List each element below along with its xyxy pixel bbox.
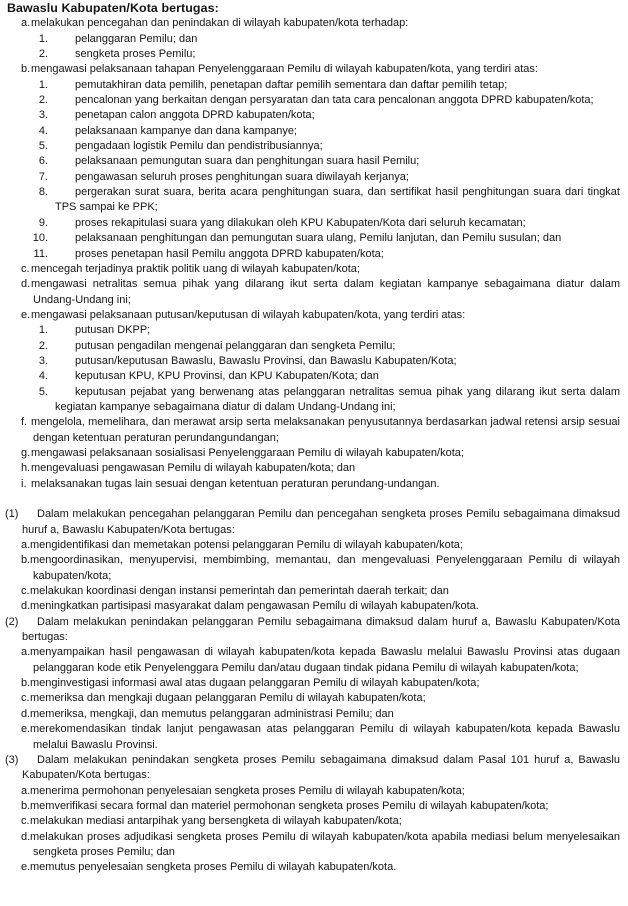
item-marker: d.: [21, 278, 31, 291]
item-marker: d.: [21, 830, 31, 843]
item-text: menginvestigasi informasi awal atas dugaan pelanggaran Pemilu di wilayah kabupaten/kota;: [30, 677, 480, 690]
task-item: [21, 16, 620, 31]
item-text: mengidentifikasi dan memetakan potensi pelanggaran Pemilu di wilayah kabupaten/kota;: [30, 539, 463, 552]
item-text: pelanggaran Pemilu; dan: [75, 32, 198, 45]
item-text: memverifikasi secara formal dan materiel permohonan sengketa proses Pemilu di wilayah kabupaten/kota;: [30, 799, 549, 812]
section-item: [21, 814, 620, 829]
item-marker: b.: [21, 554, 31, 567]
item-marker: 3.: [38, 109, 48, 122]
item-marker: b.: [21, 799, 31, 812]
section-item: [21, 676, 620, 691]
item-marker: e.: [21, 861, 31, 874]
item-marker: a.: [21, 17, 31, 30]
item-marker: 2.: [38, 94, 48, 107]
task-subitem: [38, 170, 620, 185]
section-item: [21, 830, 620, 861]
task-subitem: [38, 339, 620, 354]
item-marker: (1): [5, 508, 19, 521]
section-item: [21, 645, 620, 676]
section-item: [21, 707, 620, 722]
task-item: [21, 446, 620, 461]
item-marker: f.: [21, 416, 28, 429]
item-text: memutus penyelesaian sengketa proses Pemilu di wilayah kabupaten/kota.: [30, 861, 397, 874]
item-marker: (3): [5, 753, 19, 766]
item-marker: 5.: [38, 140, 48, 153]
task-item: [21, 262, 620, 277]
task-subitem: [38, 124, 620, 139]
task-subitem: [32, 231, 620, 246]
item-text: keputusan KPU, KPU Provinsi, dan KPU Kabupaten/Kota; dan: [75, 370, 379, 383]
section-item: [21, 599, 620, 614]
item-text: menerima permohonan penyelesaian sengketa proses Pemilu di wilayah kabupaten/kota;: [30, 784, 465, 797]
item-text: keputusan pejabat yang berwenang atas pelanggaran netralitas semua pihak yang dilarang ikut serta dalam kegiatan kampanye sebagaimana diatur di dalam Undang-Undang ini;: [55, 385, 620, 413]
item-text: putusan pengadilan mengenai pelanggaran dan sengketa Pemilu;: [75, 339, 396, 352]
item-text: mengawasi pelaksanaan sosialisasi Penyelenggaraan Pemilu di wilayah kabupaten/kota;: [31, 446, 464, 459]
task-subitem: [38, 32, 620, 47]
item-text: memeriksa dan mengkaji dugaan pelanggaran Pemilu di wilayah kabupaten/kota;: [30, 692, 426, 705]
item-text: pergerakan surat suara, berita acara penghitungan suara, dan sertifikat hasil penghitungan suara dari tingkat TPS sampai ke PPK;: [55, 186, 620, 214]
section-list: [7, 507, 620, 875]
item-marker: (2): [5, 615, 19, 628]
task-subitem: [38, 139, 620, 154]
item-marker: 3.: [38, 354, 48, 367]
item-marker: c.: [21, 585, 30, 598]
section-item: [21, 799, 620, 814]
section-item: [21, 553, 620, 584]
item-text: pelaksanaan pemungutan suara dan penghitungan suara hasil Pemilu;: [75, 155, 420, 168]
item-marker: h.: [21, 462, 31, 475]
item-marker: 5.: [38, 385, 48, 398]
item-text: mengoordinasikan, menyupervisi, membimbing, memantau, dan mengevaluasi Penyelenggaraan Pemilu di wilayah kabupaten/kota;: [30, 554, 620, 582]
task-subitem: [38, 154, 620, 169]
section-intro: [5, 753, 620, 784]
item-text: melakukan koordinasi dengan instansi pemerintah dan pemerintah daerah terkait; dan: [30, 585, 449, 598]
item-marker: 1.: [38, 32, 48, 45]
item-text: menyampaikan hasil pengawasan di wilayah kabupaten/kota kepada Bawaslu melalui Bawaslu Provinsi atas dugaan pelanggaran kode etik Penyelenggara Pemilu dan/atau dugaan tindak pidana Pemilu di wilayah kabupaten/kota;: [30, 646, 620, 674]
section-intro: [5, 615, 620, 646]
task-subitem: [33, 247, 620, 262]
item-marker: c.: [21, 262, 30, 275]
item-marker: a.: [21, 539, 31, 552]
item-text: pengawasan seluruh proses penghitungan suara diwilayah kerjanya;: [75, 170, 409, 183]
item-marker: 1.: [38, 324, 48, 337]
item-text: pengadaan logistik Pemilu dan pendistribusiannya;: [75, 140, 323, 153]
task-item: [21, 62, 620, 77]
item-marker: e.: [21, 308, 31, 321]
item-marker: d.: [21, 707, 31, 720]
item-text: putusan DKPP;: [75, 324, 151, 337]
item-marker: a.: [21, 646, 31, 659]
item-text: mengelola, memelihara, dan merawat arsip serta melaksanakan penyusutannya berdasarkan jadwal retensi arsip sesuai dengan ketentuan peraturan perundangundangan;: [31, 416, 620, 444]
section-intro: [5, 507, 620, 538]
item-text: pencalonan yang berkaitan dengan persyaratan dan tata cara pencalonan anggota DPRD kabupaten/kota;: [75, 94, 594, 107]
item-marker: i.: [21, 477, 27, 490]
item-marker: 7.: [38, 170, 48, 183]
item-marker: 10.: [32, 232, 48, 245]
task-subitem: [38, 216, 620, 231]
item-text: mengevaluasi pengawasan Pemilu di wilayah kabupaten/kota; dan: [31, 462, 356, 475]
item-text: melakukan mediasi antarpihak yang bersengketa di wilayah kabupaten/kota;: [30, 815, 402, 828]
task-subitem: [38, 108, 620, 123]
task-item: [21, 461, 620, 476]
item-marker: 4.: [38, 370, 48, 383]
task-item: [21, 308, 620, 323]
item-marker: 1.: [38, 78, 48, 91]
task-item: [21, 415, 620, 446]
item-text: Dalam melakukan penindakan sengketa proses Pemilu sebagaimana dimaksud dalam Pasal 101 huruf a, Bawaslu Kabupaten/Kota bertugas:: [22, 753, 620, 782]
item-text: proses penetapan hasil Pemilu anggota DPRD kabupaten/kota;: [75, 247, 384, 260]
item-text: melakukan proses adjudikasi sengketa proses Pemilu di wilayah kabupaten/kota apabila mediasi belum menyelesaikan sengketa proses Pemilu; dan: [30, 830, 620, 858]
item-marker: 2.: [38, 339, 48, 352]
item-marker: c.: [21, 815, 30, 828]
section-item: [21, 784, 620, 799]
task-item: [21, 477, 620, 492]
item-text: melaksanakan tugas lain sesuai dengan ketentuan peraturan perundang-undangan.: [31, 477, 440, 490]
item-text: mencegah terjadinya praktik politik uang di wilayah kabupaten/kota;: [31, 262, 360, 275]
task-subitem: [38, 323, 620, 338]
item-text: pelaksanaan penghitungan dan pemungutan suara ulang, Pemilu lanjutan, dan Pemilu susulan; dan: [75, 232, 562, 245]
item-marker: d.: [21, 600, 31, 613]
item-marker: e.: [21, 723, 31, 736]
item-marker: b.: [21, 63, 31, 76]
item-text: melakukan pencegahan dan penindakan di wilayah kabupaten/kota terhadap:: [31, 17, 409, 30]
item-marker: b.: [21, 677, 31, 690]
section-item: [21, 860, 620, 875]
item-text: sengketa proses Pemilu;: [75, 48, 196, 61]
task-subitem: [38, 354, 620, 369]
item-marker: a.: [21, 784, 31, 797]
item-text: meningkatkan partisipasi masyarakat dalam pengawasan Pemilu di wilayah kabupaten/kota.: [30, 600, 479, 613]
item-marker: 9.: [38, 216, 48, 229]
item-marker: 11.: [33, 247, 48, 260]
section-item: [21, 691, 620, 706]
item-marker: 8.: [38, 186, 48, 199]
task-subitem: [38, 385, 620, 416]
task-list: [7, 16, 620, 492]
item-marker: g.: [21, 446, 31, 459]
task-subitem: [38, 185, 620, 216]
section-item: [21, 722, 620, 753]
item-marker: 6.: [38, 155, 48, 168]
item-text: putusan/keputusan Bawaslu, Bawaslu Provinsi, dan Bawaslu Kabupaten/Kota;: [75, 354, 457, 367]
item-text: Dalam melakukan pencegahan pelanggaran Pemilu dan pencegahan sengketa proses Pemilu sebagaimana dimaksud huruf a, Bawaslu Kabupaten/Kota bertugas:: [22, 508, 620, 536]
item-marker: 4.: [38, 124, 48, 137]
item-text: penetapan calon anggota DPRD kabupaten/kota;: [75, 109, 315, 122]
item-text: mengawasi pelaksanaan putusan/keputusan di wilayah kabupaten/kota, yang terdiri atas:: [31, 308, 466, 321]
item-text: mengawasi pelaksanaan tahapan Penyelenggaraan Pemilu di wilayah kabupaten/kota, yang terdiri atas:: [31, 63, 538, 76]
item-marker: 2.: [38, 48, 48, 61]
task-subitem: [38, 93, 620, 108]
task-subitem: [38, 369, 620, 384]
item-text: pelaksanaan kampanye dan dana kampanye;: [75, 124, 297, 137]
item-text: merekomendasikan tindak lanjut pengawasan atas pelanggaran Pemilu di wilayah kabupaten/kota kepada Bawaslu melalui Bawaslu Provinsi.: [30, 723, 620, 751]
item-text: proses rekapitulasi suara yang dilakukan oleh KPU Kabupaten/Kota dari seluruh kecamatan;: [75, 216, 526, 229]
item-text: mengawasi netralitas semua pihak yang dilarang ikut serta dalam kegiatan kampanye sebagaimana diatur dalam Undang-Undang ini;: [31, 278, 620, 306]
item-text: memeriksa, mengkaji, dan memutus pelanggaran administrasi Pemilu; dan: [30, 707, 394, 720]
task-item: [21, 277, 620, 308]
section-item: [21, 538, 620, 553]
section-item: [21, 584, 620, 599]
item-text: pemutakhiran data pemilih, penetapan daftar pemilih sementara dan daftar pemilih tetap;: [75, 78, 508, 91]
task-subitem: [38, 47, 620, 62]
task-subitem: [38, 78, 620, 93]
item-text: Dalam melakukan penindakan pelanggaran Pemilu sebagaimana dimaksud dalam huruf a, Bawaslu Kabupaten/Kota bertugas:: [22, 615, 620, 644]
document-title: Bawaslu Kabupaten/Kota bertugas:: [7, 1, 219, 15]
item-marker: c.: [21, 692, 30, 705]
